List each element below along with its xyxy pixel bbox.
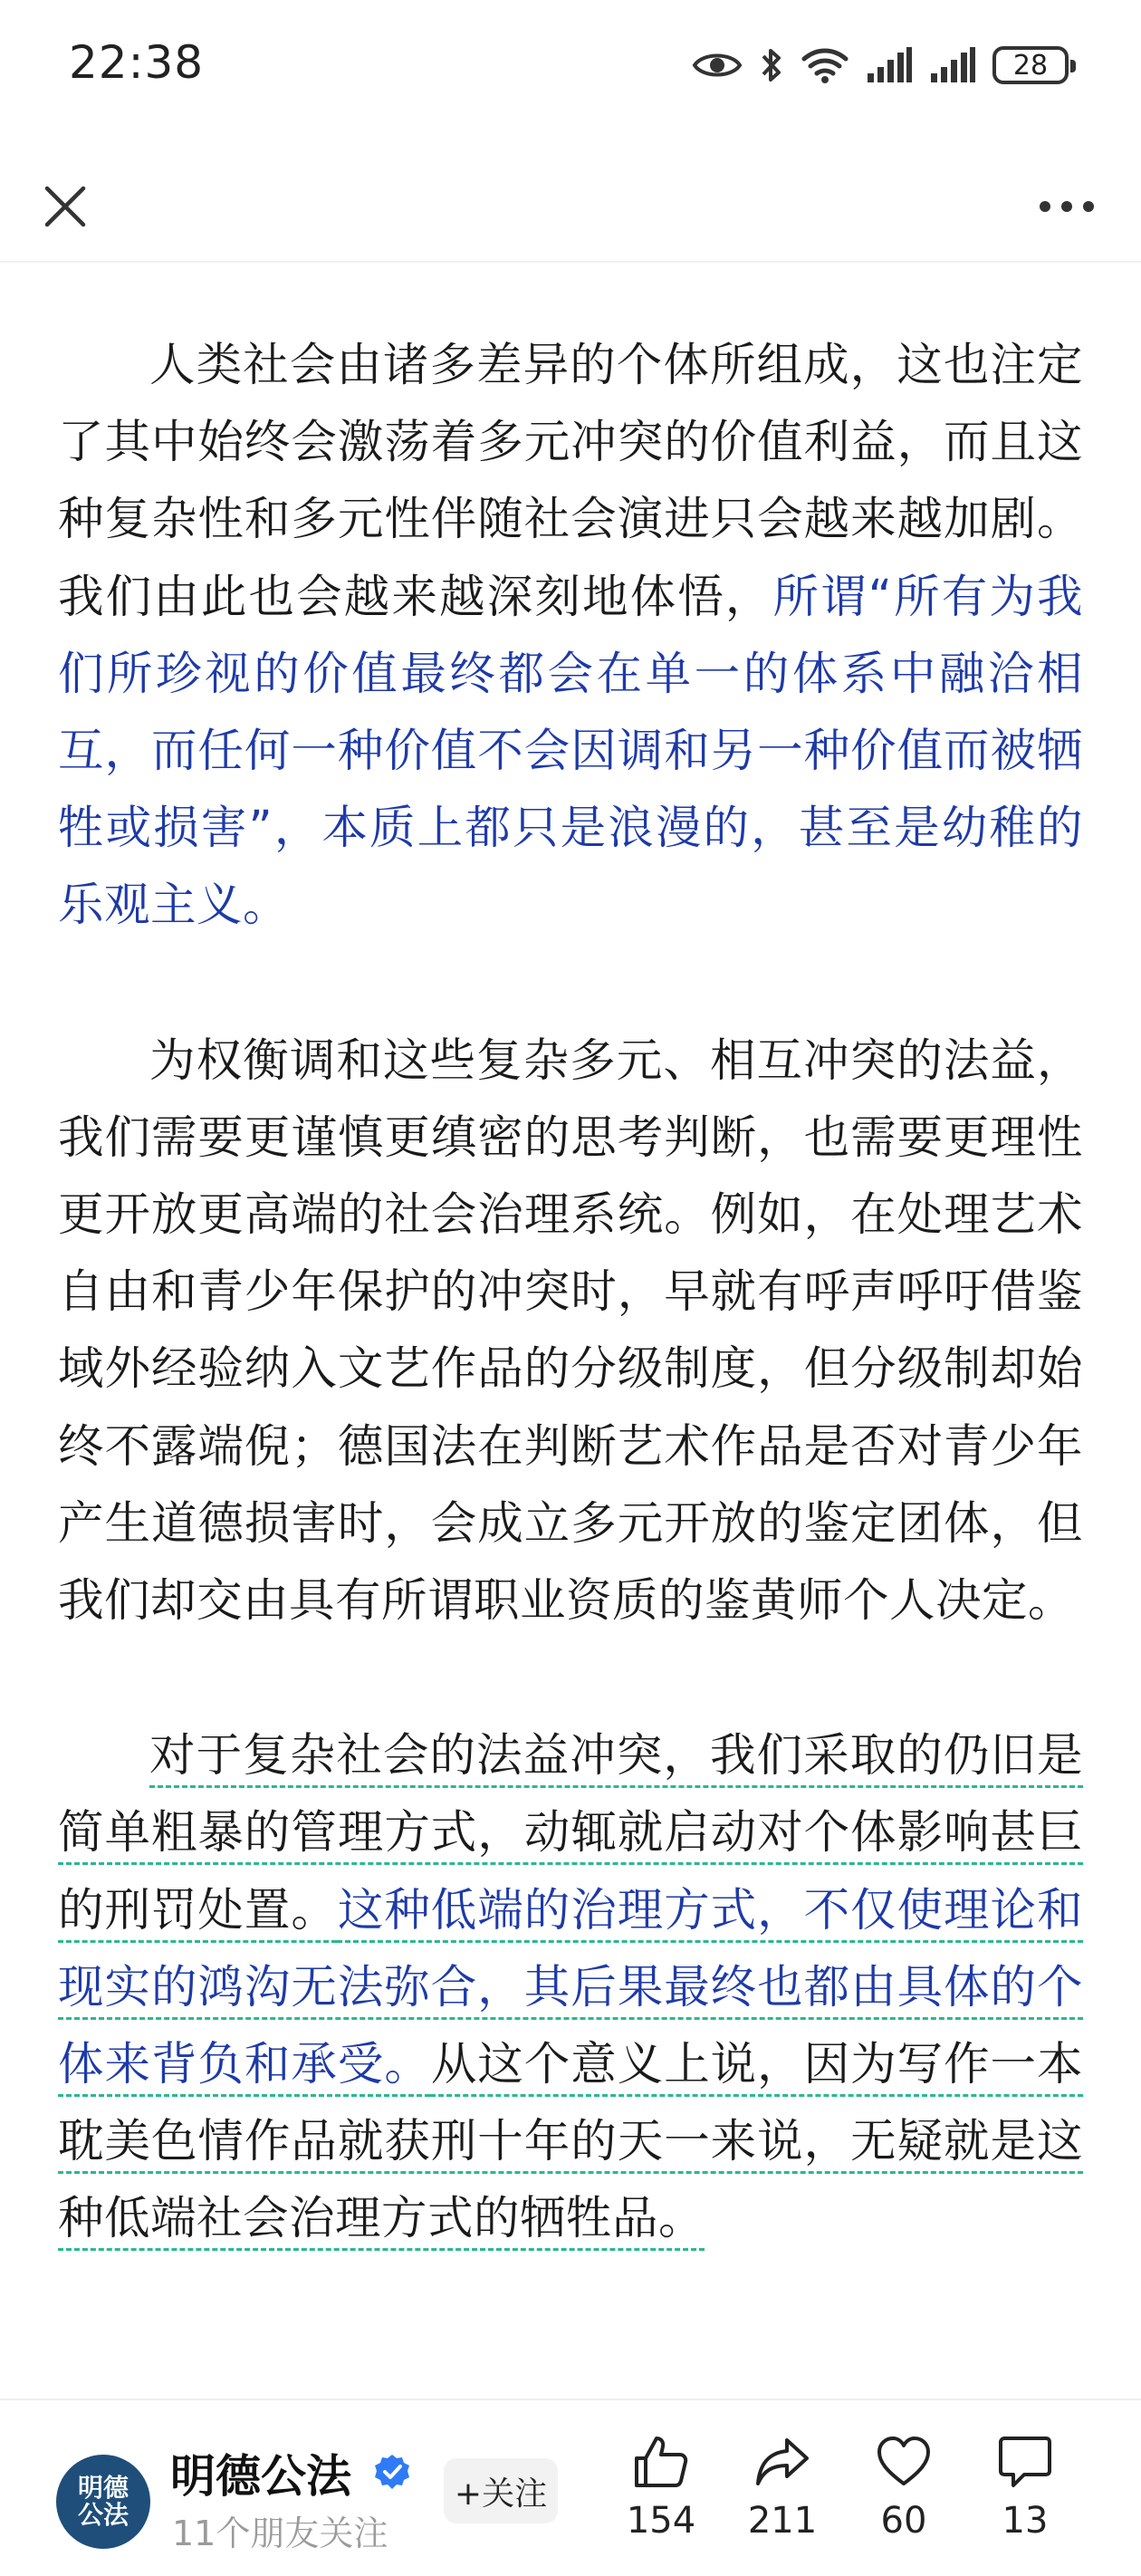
share-count: 211	[747, 2500, 818, 2542]
paragraph-3-highlight[interactable]: 这种低端的治理方式，不仅使理论和现实的鸿沟无法弥合，其后果最终也都由具体的个体来背负和承受。	[58, 1882, 1084, 2091]
author-avatar[interactable]	[56, 2455, 150, 2549]
favorite-count: 60	[880, 2500, 927, 2542]
favorite-button[interactable]	[849, 2435, 958, 2542]
bluetooth-icon	[759, 45, 784, 85]
verified-badge-icon	[373, 2453, 411, 2491]
bottom-bar	[0, 2398, 1141, 2576]
heart-icon	[876, 2435, 932, 2489]
status-time: 22:38	[69, 36, 205, 89]
comment-button[interactable]	[971, 2435, 1079, 2542]
signal-icon-1	[866, 46, 913, 84]
share-arrow-icon	[754, 2435, 810, 2489]
paragraph-3	[58, 1716, 1083, 2256]
avatar-text: 明德公法	[77, 2473, 129, 2530]
comment-count: 13	[1002, 2500, 1049, 2542]
battery-indicator: 28	[992, 46, 1069, 84]
paragraph-1-highlight: 所谓“所有为我们所珍视的价值最终都会在单一的体系中融洽相互，而任何一种价值不会因调和另一种价值而被牺牲或损害”，本质上都只是浪漫的，甚至是幼稚的乐观主义。	[58, 569, 1084, 932]
article-body	[58, 326, 1083, 2257]
paragraph-1-text: 人类社会由诸多差异的个体所组成，这也注定了其中始终会激荡着多元冲突的价值利益，而且这种复杂性和多元性伴随社会演进只会越来越加剧。我们由此也会越来越深刻地体悟，	[58, 338, 1083, 623]
signal-icon-2	[929, 46, 976, 84]
like-count: 154	[626, 2500, 696, 2542]
thumbs-up-icon	[633, 2435, 689, 2489]
close-button[interactable]	[27, 168, 103, 245]
top-bar	[0, 154, 1141, 263]
close-icon	[42, 183, 89, 230]
status-icons	[692, 45, 1069, 85]
status-bar	[0, 0, 1141, 136]
more-options-button[interactable]	[1029, 168, 1105, 245]
wifi-icon	[801, 46, 849, 84]
friends-following-count: 11个朋友关注	[172, 2514, 388, 2553]
eye-icon	[692, 47, 743, 83]
like-button[interactable]	[607, 2435, 715, 2542]
paragraph-2: 为权衡调和这些复杂多元、相互冲突的法益，我们需要更谨慎更缜密的思考判断，也需要更理性更开放更高端的社会治理系统。例如，在处理艺术自由和青少年保护的冲突时，早就有呼声呼吁借鉴域外经验纳入文艺作品的分级制度，但分级制却始终不露端倪；德国法在判断艺术作品是否对青少年产生道德损害时，会成立多元开放的鉴定团体，但我们却交由具有所谓职业资质的鉴黄师个人决定。	[58, 1033, 1083, 1628]
follow-button[interactable]: +关注	[444, 2458, 558, 2523]
paragraph-3-underlined-text[interactable]: 对于复杂社会的法益冲突，我们采取的仍旧是简单粗暴的管理方式，动辄就启动对个体影响甚巨的刑罚处置。	[58, 1728, 1083, 1937]
comment-bubble-icon	[997, 2435, 1053, 2489]
more-dots-icon	[1039, 199, 1095, 214]
paragraph-3-underlined-text-end[interactable]: 从这个意义上说，因为写作一本耽美色情作品就获刑十年的天一来说，无疑就是这种低端社会治理方式的牺牲品。	[58, 2037, 1084, 2245]
author-name[interactable]: 明德公法	[170, 2450, 351, 2503]
share-button[interactable]	[728, 2435, 837, 2542]
paragraph-1	[58, 326, 1083, 944]
